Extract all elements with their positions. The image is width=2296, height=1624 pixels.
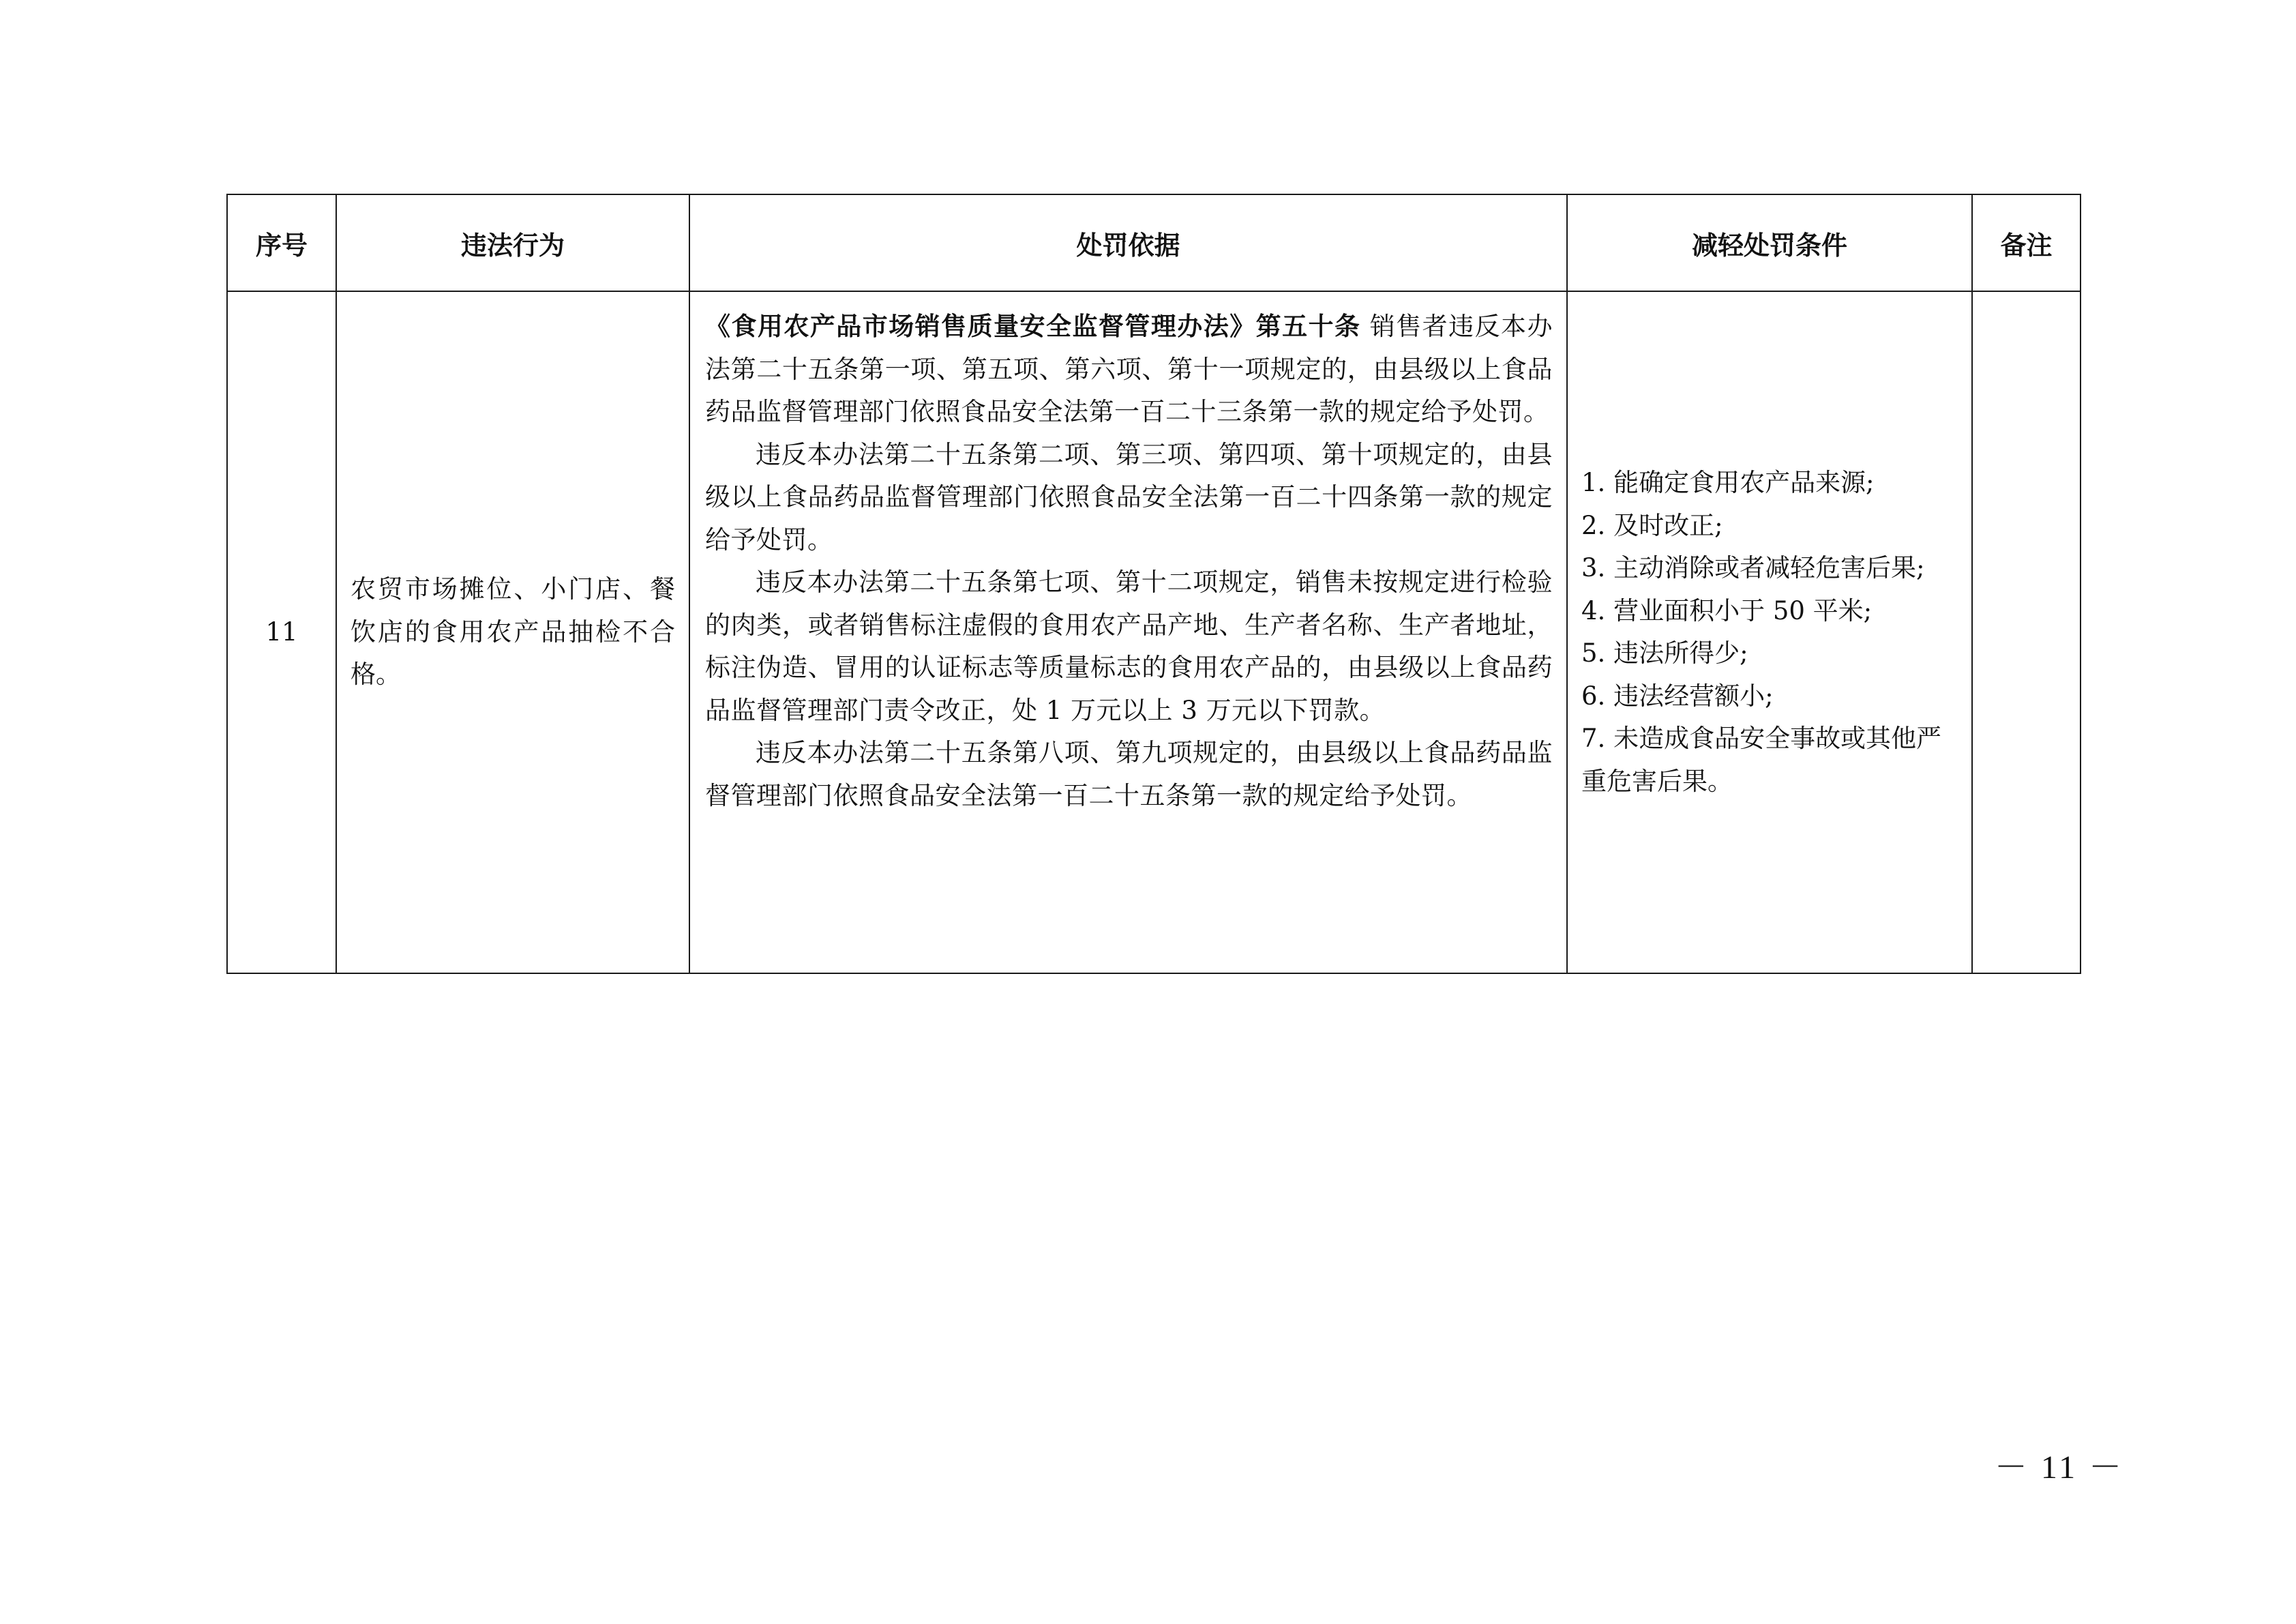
header-seq: 序号 xyxy=(227,194,336,291)
cell-mitigation xyxy=(1567,291,1972,973)
basis-paragraph-1 xyxy=(705,306,1553,434)
mitigation-item-3: 3. 主动消除或者减轻危害后果; xyxy=(1581,553,1925,582)
page-number: － 11 － xyxy=(1994,1449,2125,1486)
basis-paragraph-4: 违反本办法第二十五条第八项、第九项规定的，由县级以上食品药品监督管理部门依照食品安全法第一百二十五条第一款的规定给予处罚。 xyxy=(705,738,1553,810)
cell-violation: 农贸市场摊位、小门店、餐饮店的食用农产品抽检不合格。 xyxy=(336,291,689,973)
header-remarks: 备注 xyxy=(1972,194,2081,291)
cell-basis xyxy=(689,291,1567,973)
mitigation-item-1: 1. 能确定食用农产品来源; xyxy=(1581,468,1875,497)
mitigation-item-7: 7. 未造成食品安全事故或其他严重危害后果。 xyxy=(1581,724,1942,796)
penalty-table xyxy=(226,194,2081,974)
mitigation-item-2: 2. 及时改正; xyxy=(1581,510,1723,540)
header-violation: 违法行为 xyxy=(336,194,689,291)
law-title: 《食用农产品市场销售质量安全监督管理办法》第五十条 xyxy=(705,312,1361,341)
mitigation-item-6: 6. 违法经营额小; xyxy=(1581,681,1774,711)
header-basis: 处罚依据 xyxy=(689,194,1567,291)
basis-paragraph-1-text: 销售者违反本办法第二十五条第一项、第五项、第六项、第十一项规定的，由县级以上食品药品监督管理部门依照食品安全法第一百二十三条第一款的规定给予处罚。 xyxy=(705,312,1553,426)
mitigation-item-5: 5. 违法所得少; xyxy=(1581,638,1748,668)
mitigation-item-4: 4. 营业面积小于 50 平米; xyxy=(1581,595,1873,625)
basis-paragraph-3: 违反本办法第二十五条第七项、第十二项规定，销售未按规定进行检验的肉类，或者销售标注虚假的食用农产品产地、生产者名称、生产者地址，标注伪造、冒用的认证标志等质量标志的食用农产品的，由县级以上食品药品监督管理部门责令改正，处 1 万元以上 3 万元以下罚款。 xyxy=(705,567,1553,725)
header-mitigation: 减轻处罚条件 xyxy=(1567,194,1972,291)
cell-remarks xyxy=(1972,291,2081,973)
table-header-row xyxy=(227,194,2081,291)
table-row xyxy=(227,291,2081,973)
cell-seq: 11 xyxy=(227,291,336,973)
basis-paragraph-2: 违反本办法第二十五条第二项、第三项、第四项、第十项规定的，由县级以上食品药品监督管理部门依照食品安全法第一百二十四条第一款的规定给予处罚。 xyxy=(705,439,1553,555)
